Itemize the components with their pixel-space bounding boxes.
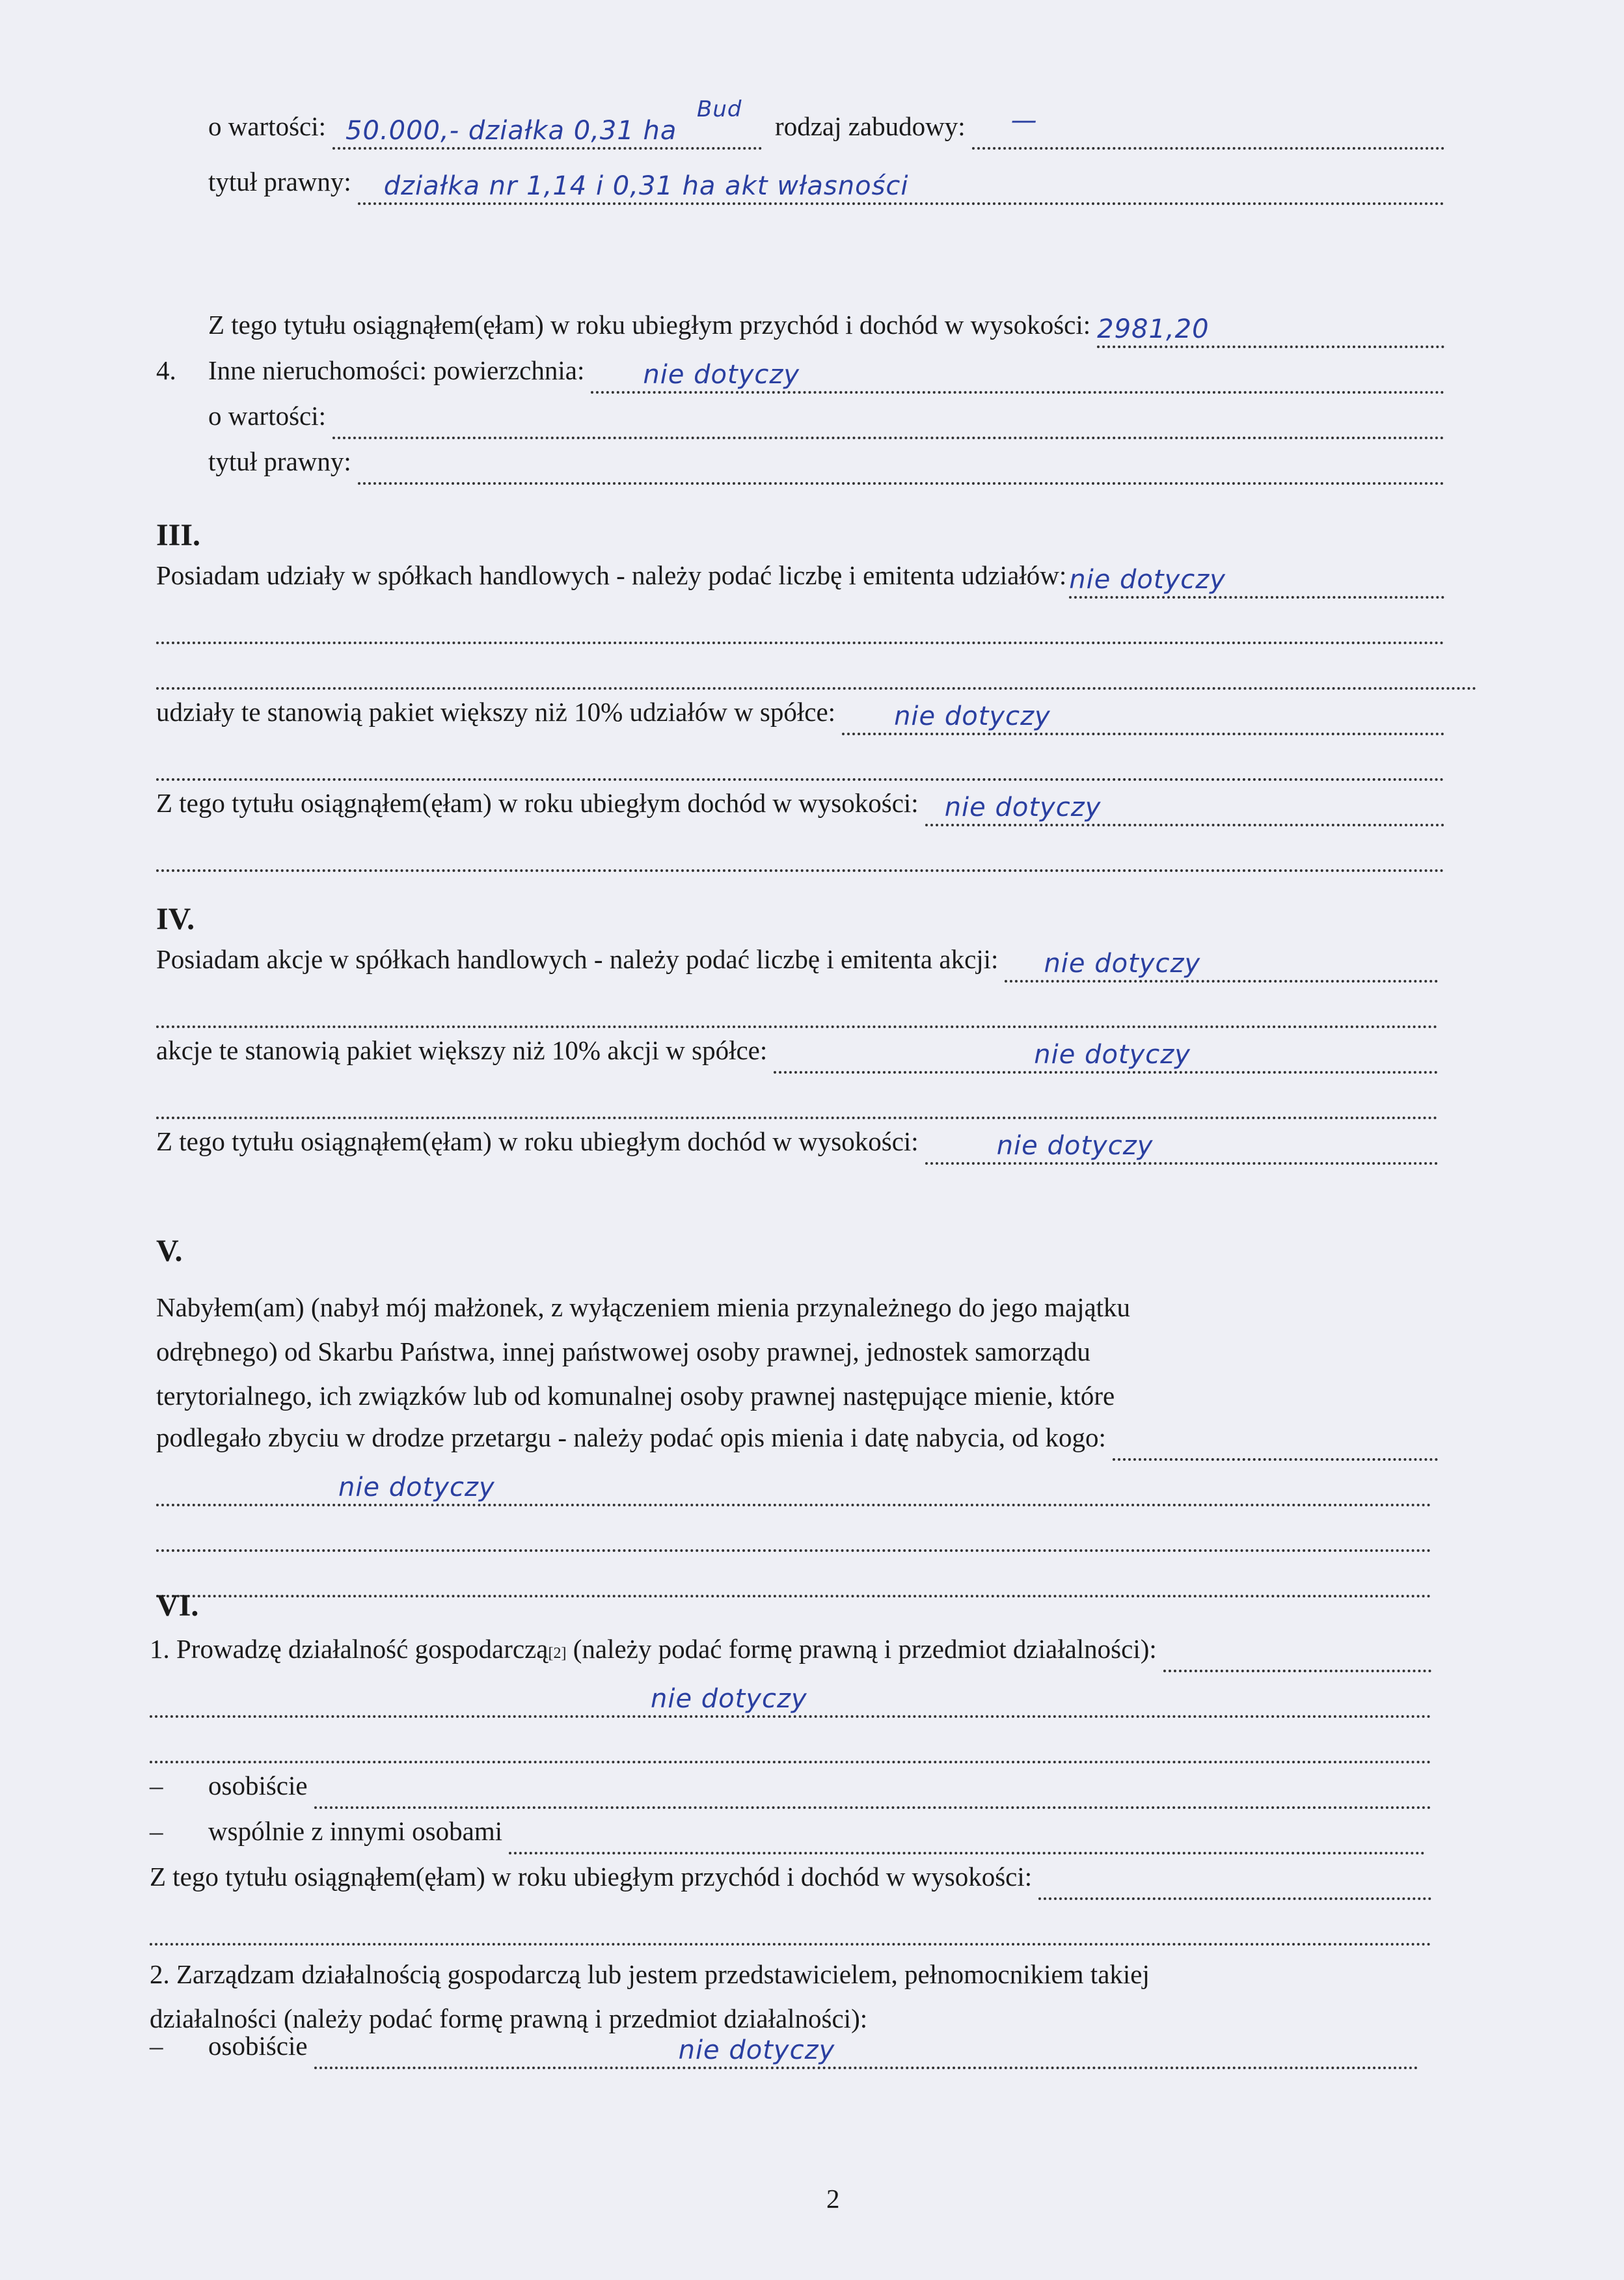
item4-value-field — [332, 437, 1444, 439]
building-field — [972, 105, 1444, 150]
section6-item2-personally-line — [150, 2030, 1418, 2076]
section6-jointly-line — [150, 1815, 1425, 1861]
section3-line2-label: udziały te stanowią pakiet większy niż 10% udziałów w spółce: — [156, 697, 836, 727]
section6-dash2: – — [150, 1816, 163, 1846]
section6-dash3: – — [150, 2031, 163, 2061]
item4-number: 4. — [156, 355, 176, 385]
section3-line3-handwriting: nie dotyczy — [944, 793, 1102, 822]
section6-item2-handwriting: nie dotyczy — [678, 2035, 835, 2065]
item4-value-label: o wartości: — [208, 401, 327, 431]
section3-blank1 — [156, 605, 1444, 651]
section6-personally-label: osobiście — [208, 1771, 308, 1800]
section6-item1-handwriting: nie dotyczy — [651, 1684, 807, 1714]
section5-line4-field — [1113, 1458, 1438, 1461]
value-line — [208, 96, 1444, 156]
section3-line1-field — [1069, 565, 1444, 599]
item4-line — [156, 355, 1444, 400]
section6-blank3 — [150, 1907, 1431, 1952]
item4-title-label: tytuł prawny: — [208, 446, 351, 476]
section5-handwriting: nie dotyczy — [338, 1472, 495, 1502]
title-line — [208, 166, 1444, 211]
item4-handwriting: nie dotyczy — [643, 360, 800, 390]
section4-line1-field — [1005, 949, 1438, 983]
section4-line3-field — [925, 1131, 1438, 1165]
section4-blank1 — [156, 989, 1438, 1035]
section6-blank2 — [150, 1724, 1431, 1770]
section4-line3-label: Z tego tytułu osiągnąłem(ęłam) w roku ubiegłym dochód w wysokości: — [156, 1126, 919, 1156]
section6-item1-suffix: (należy podać formę prawną i przedmiot działalności): — [566, 1634, 1157, 1664]
section3-line1 — [156, 560, 1444, 605]
section4-blank2 — [156, 1080, 1438, 1126]
section6-item2-personally-label: osobiście — [208, 2031, 308, 2061]
section6-item1-prefix: 1. Prowadzę działalność gospodarczą — [150, 1634, 548, 1664]
title-field — [358, 171, 1444, 205]
building-label: rodzaj zabudowy: — [775, 111, 966, 141]
section5-paragraph — [156, 1285, 1444, 1418]
section6-item2-line1: 2. Zarządzam działalnością gospodarczą lub jestem przedstawicielem, pełnomocnikiem takiej — [150, 1959, 1150, 1989]
income-field — [1097, 314, 1444, 348]
section4-line1-handwriting: nie dotyczy — [1044, 949, 1201, 979]
section3-heading: III. — [156, 518, 201, 552]
section6-income-field — [1038, 1897, 1431, 1900]
section5-para-line3: terytorialnego, ich związków lub od komunalnej osoby prawnej następujące mienie, które — [156, 1381, 1115, 1411]
income-handwriting: 2981,20 — [1097, 314, 1210, 344]
section3-blank4 — [156, 833, 1444, 878]
section6-item1-footnote: [2] — [548, 1645, 567, 1662]
page-number: 2 — [826, 2184, 840, 2214]
section4-line3-handwriting: nie dotyczy — [996, 1131, 1154, 1161]
section5-line4 — [156, 1422, 1438, 1467]
section3-line1-handwriting: nie dotyczy — [1069, 565, 1226, 595]
section4-line3 — [156, 1126, 1438, 1171]
section4-heading: IV. — [156, 902, 195, 936]
section5-para-line4: podlegało zbyciu w drodze przetargu - należy podać opis mienia i datę nabycia, od kogo: — [156, 1422, 1106, 1452]
section4-line2-label: akcje te stanowią pakiet większy niż 10% akcji w spółce: — [156, 1035, 768, 1065]
section5-blank3-field — [156, 1595, 1431, 1597]
value-label: o wartości: — [208, 111, 327, 141]
section4-line1 — [156, 943, 1438, 989]
section6-personally-line — [150, 1770, 1431, 1815]
section6-dash1: – — [150, 1771, 163, 1800]
section3-line2 — [156, 696, 1444, 742]
section6-personally-field — [314, 1806, 1431, 1809]
section3-line3-label: Z tego tytułu osiągnąłem(ęłam) w roku ubiegłym dochód w wysokości: — [156, 788, 919, 818]
section5-blank1-field — [156, 1472, 1431, 1506]
section5-blank2 — [156, 1513, 1431, 1558]
section5-para-line1: Nabyłem(am) (nabył mój małżonek, z wyłączeniem mienia przynależnego do jego majątku — [156, 1292, 1131, 1322]
section4-blank2-field — [156, 1117, 1438, 1119]
title-label: tytuł prawny: — [208, 167, 351, 197]
section6-jointly-field — [509, 1852, 1425, 1854]
section6-heading: VI. — [156, 1588, 199, 1623]
section4-blank1-field — [156, 1025, 1438, 1028]
section3-blank2 — [156, 651, 1477, 696]
section6-item2-personally-field — [314, 2035, 1418, 2069]
item4-title-line — [208, 446, 1444, 491]
section4-line1-label: Posiadam akcje w spółkach handlowych - należy podać liczbę i emitenta akcji: — [156, 944, 999, 974]
section3-line1-label: Posiadam udziały w spółkach handlowych - należy podać liczbę i emitenta udziałów: — [156, 560, 1067, 590]
value-field — [332, 96, 762, 150]
section3-blank3 — [156, 742, 1444, 787]
section3-blank2-field — [156, 687, 1477, 690]
section5-blank2-field — [156, 1549, 1431, 1552]
value-handwriting-extra: Bud — [697, 96, 742, 122]
section3-line3-field — [925, 793, 1444, 826]
section5-blank1 — [156, 1467, 1431, 1513]
section3-blank4-field — [156, 869, 1444, 872]
section5-heading: V. — [156, 1234, 183, 1268]
section6-item1 — [150, 1633, 1431, 1679]
section4-line2-field — [774, 1040, 1438, 1074]
income-line — [208, 309, 1444, 355]
section3-blank1-field — [156, 642, 1444, 644]
section5-blank3 — [156, 1558, 1431, 1604]
section6-blank3-field — [150, 1943, 1431, 1946]
section6-income-line — [150, 1861, 1431, 1907]
section6-item2 — [150, 1952, 1444, 2041]
item4-field — [591, 360, 1444, 394]
section6-blank1-field — [150, 1684, 1431, 1718]
section3-line3 — [156, 787, 1444, 833]
item4-value-line — [208, 400, 1444, 446]
section3-blank3-field — [156, 778, 1444, 781]
section3-line2-handwriting: nie dotyczy — [894, 701, 1051, 731]
title-handwriting: działka nr 1,14 i 0,31 ha akt własności — [383, 171, 909, 201]
item4-title-field — [358, 482, 1444, 485]
section6-jointly-label: wspólnie z innymi osobami — [208, 1816, 503, 1846]
section6-item2-line2: działalności (należy podać formę prawną i przedmiot działalności): — [150, 2003, 868, 2033]
section6-item1-field — [1163, 1670, 1431, 1672]
section4-line2 — [156, 1035, 1438, 1080]
section6-blank2-field — [150, 1761, 1431, 1763]
section4-line2-handwriting: nie dotyczy — [1034, 1040, 1191, 1070]
section6-blank1 — [150, 1679, 1431, 1724]
section6-income-label: Z tego tytułu osiągnąłem(ęłam) w roku ubiegłym przychód i dochód w wysokości: — [150, 1862, 1033, 1892]
value-handwriting: 50.000,- działka 0,31 ha — [345, 116, 677, 146]
building-handwriting: — — [1010, 105, 1038, 135]
income-label: Z tego tytułu osiągnąłem(ęłam) w roku ubiegłym przychód i dochód w wysokości: — [208, 310, 1091, 340]
item4-label: Inne nieruchomości: powierzchnia: — [208, 355, 585, 385]
section3-line2-field — [842, 701, 1444, 735]
section5-para-line2: odrębnego) od Skarbu Państwa, innej państwowej osoby prawnej, jednostek samorządu — [156, 1337, 1090, 1366]
